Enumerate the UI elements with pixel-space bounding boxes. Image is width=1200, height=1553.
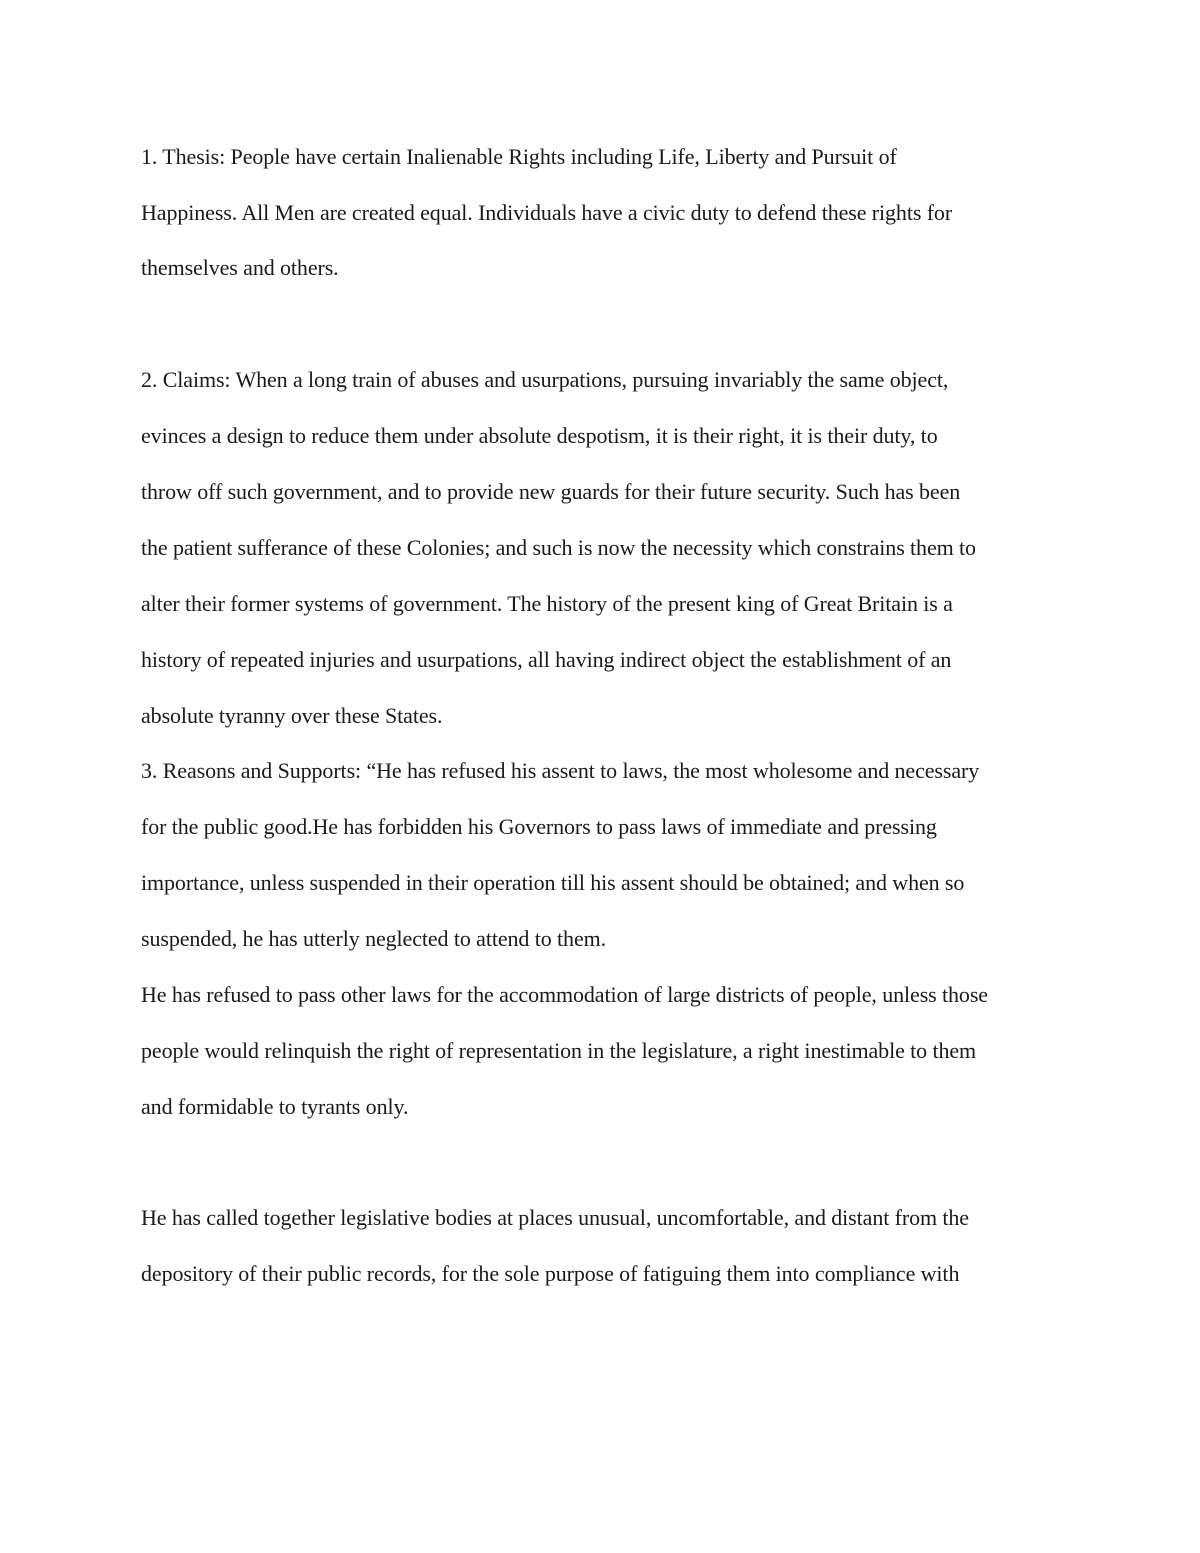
text-line: 1. Thesis: People have certain Inalienable Rights including Life, Liberty and Pursuit of: [141, 144, 897, 169]
text-line: absolute tyranny over these States.: [141, 703, 443, 728]
text-line: He has called together legislative bodies at places unusual, uncomfortable, and distant from the: [141, 1205, 969, 1230]
text-line: for the public good.He has forbidden his Governors to pass laws of immediate and pressing: [141, 814, 937, 839]
text-line: 2. Claims: When a long train of abuses and usurpations, pursuing invariably the same object,: [141, 367, 949, 392]
text-line: alter their former systems of government. The history of the present king of Great Britain is a: [141, 591, 953, 616]
text-line: importance, unless suspended in their operation till his assent should be obtained; and when so: [141, 870, 965, 895]
text-line: He has refused to pass other laws for the accommodation of large districts of people, unless those: [141, 982, 988, 1007]
text-line: themselves and others.: [141, 255, 339, 280]
text-line: and formidable to tyrants only.: [141, 1094, 409, 1119]
text-line: Happiness. All Men are created equal. Individuals have a civic duty to defend these rights for: [141, 200, 953, 225]
text-line: history of repeated injuries and usurpations, all having indirect object the establishment of an: [141, 647, 952, 672]
text-line: 3. Reasons and Supports: “He has refused his assent to laws, the most wholesome and necessary: [141, 758, 980, 783]
text-line: throw off such government, and to provide new guards for their future security. Such has been: [141, 479, 961, 504]
text-line: the patient sufferance of these Colonies; and such is now the necessity which constrains them to: [141, 535, 976, 560]
text-line: evinces a design to reduce them under absolute despotism, it is their right, it is their duty, to: [141, 423, 938, 448]
text-line: suspended, he has utterly neglected to attend to them.: [141, 926, 607, 951]
text-line: people would relinquish the right of representation in the legislature, a right inestimable to them: [141, 1038, 977, 1063]
text-line: depository of their public records, for the sole purpose of fatiguing them into compliance with: [141, 1261, 960, 1286]
